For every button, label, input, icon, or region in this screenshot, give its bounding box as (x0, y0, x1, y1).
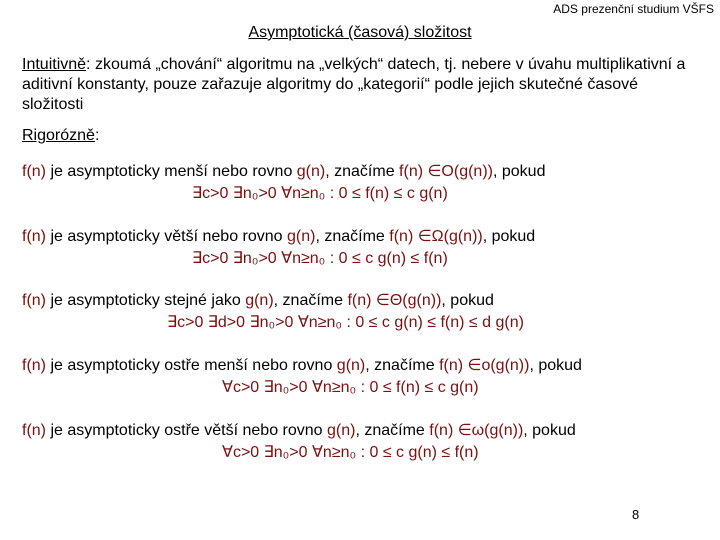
notation: f(n) ∈Ω(g(n)) (389, 228, 483, 245)
gn-label: g(n) (327, 422, 356, 439)
definition-little-omega (22, 420, 712, 464)
def-tail: , značíme (365, 357, 440, 374)
rigorous-heading (22, 127, 99, 145)
def-end: , pokud (482, 228, 536, 245)
condition: ∃c>0 ∃n₀>0 ∀n≥n₀ : 0 ≤ f(n) ≤ c g(n) (192, 185, 448, 202)
slide-title-text: Asymptotická (časová) složitost (248, 24, 472, 41)
condition: ∀c>0 ∃n₀>0 ∀n≥n₀ : 0 ≤ c g(n) ≤ f(n) (222, 444, 479, 461)
rigorous-colon: : (94, 127, 100, 144)
gn-label: g(n) (296, 163, 326, 180)
rigorous-label: Rigorózně (22, 127, 95, 144)
def-tail: , značíme (273, 292, 348, 309)
fn-label: f(n) (22, 357, 46, 374)
def-text: je asymptoticky větší nebo rovno (46, 228, 287, 245)
def-tail: , značíme (355, 422, 430, 439)
def-text: je asymptoticky menší nebo rovno (46, 163, 297, 180)
definition-big-o (22, 161, 712, 205)
intro-paragraph (22, 55, 702, 115)
def-end: , pokud (492, 163, 546, 180)
def-end: , pokud (523, 422, 576, 439)
gn-label: g(n) (336, 357, 366, 374)
notation: f(n) ∈o(g(n)) (439, 357, 530, 374)
def-text: je asymptoticky ostře větší nebo rovno (46, 422, 328, 439)
definition-theta (22, 290, 712, 334)
intro-text: : zkoumá „chování“ algoritmu na „velkých“ datech, tj. nebere v úvahu multiplikativní a aditivní konstanty, pouze zařazuje algoritmy do „kategorií“ podle jejich skutečné časové složitosti (22, 56, 686, 113)
gn-label: g(n) (287, 228, 316, 245)
def-end: , pokud (529, 357, 582, 374)
definition-little-o (22, 355, 712, 399)
notation: f(n) ∈Θ(g(n)) (347, 292, 442, 309)
def-text: je asymptoticky ostře menší nebo rovno (46, 357, 337, 374)
fn-label: f(n) (22, 163, 46, 180)
page-number: 8 (632, 507, 640, 522)
notation: f(n) ∈O(g(n)) (399, 163, 493, 180)
def-tail: , značíme (315, 228, 390, 245)
def-end: , pokud (441, 292, 494, 309)
fn-label: f(n) (22, 228, 46, 245)
condition: ∃c>0 ∃d>0 ∃n₀>0 ∀n≥n₀ : 0 ≤ c g(n) ≤ f(n) ≤ d g(n) (167, 314, 524, 331)
fn-label: f(n) (22, 422, 46, 439)
def-tail: , značíme (325, 163, 400, 180)
def-text: je asymptoticky stejné jako (46, 292, 246, 309)
fn-label: f(n) (22, 292, 46, 309)
gn-label: g(n) (245, 292, 274, 309)
definition-big-omega (22, 226, 712, 270)
condition: ∃c>0 ∃n₀>0 ∀n≥n₀ : 0 ≤ c g(n) ≤ f(n) (192, 250, 448, 267)
notation: f(n) ∈ω(g(n)) (429, 422, 524, 439)
intro-label: Intuitivně (22, 56, 87, 73)
slide-title (0, 24, 720, 42)
condition: ∀c>0 ∃n₀>0 ∀n≥n₀ : 0 ≤ f(n) ≤ c g(n) (222, 379, 479, 396)
header-note: ADS prezenční studium VŠFS (553, 2, 714, 16)
